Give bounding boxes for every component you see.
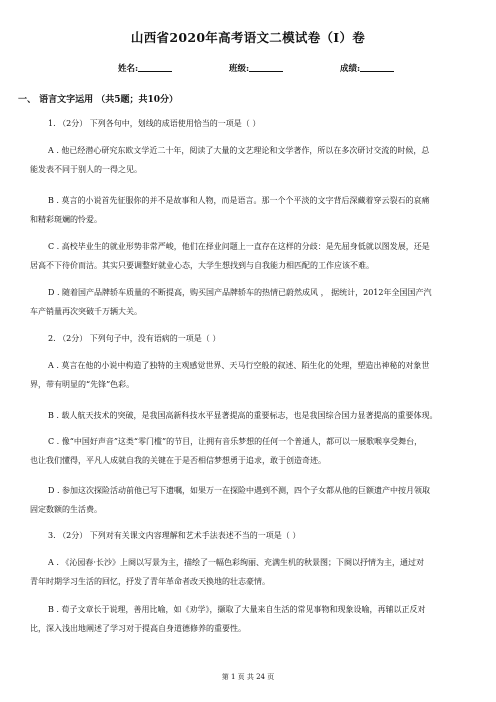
option-line: B . 荀子文章长于说理，善用比喻，如《劝学》，撷取了大量来自生活的常见事物和现象设喻，再辅以正反对 xyxy=(48,605,426,614)
option-line: 固定数额的生活费。 xyxy=(30,505,102,514)
option-line: 能发表不同于别人的一得之见。 xyxy=(30,165,142,174)
name-field xyxy=(118,62,172,74)
option-c xyxy=(30,432,470,470)
option-line: C . 像“中国好声音”这类“零门槛”的节目，让拥有音乐梦想的任何一个普通人，都可以一展歌喉享受舞台， xyxy=(48,437,423,446)
option-line: B . 莫言的小说首先征服你的并不是故事和人物，而是语言。那一个个平淡的文字背后深藏着穿云裂石的哀痛 xyxy=(48,196,430,205)
option-d xyxy=(30,283,470,321)
option-a xyxy=(30,356,470,394)
option-b xyxy=(30,191,470,229)
page-title: 山西省2020年高考语文二模试卷（I）卷 xyxy=(130,30,366,45)
option-b xyxy=(30,600,470,638)
option-line: 和精彩斑斓的怜爱。 xyxy=(30,215,102,224)
class-label: 班级: xyxy=(229,64,250,74)
option-line: B . 载人航天技术的突破，是我国高新科技水平显著提高的重要标志，也是我国综合国力显著提高的重要体现。 xyxy=(48,411,438,420)
option-line: A . 莫言在他的小说中构造了独特的主观感觉世界、天马行空般的叙述、陌生化的处理，塑造出神秘的对象世 xyxy=(48,361,430,370)
option-line: 也让我们懂得，平凡人成就自我的关键在于是否相信梦想勇于追求，敢于创造奇迹。 xyxy=(30,456,326,465)
option-a xyxy=(30,141,470,179)
option-d xyxy=(30,481,470,519)
option-c xyxy=(30,237,470,275)
option-line: A . 《沁园春·长沙》上阕以写景为主，描绘了一幅色彩绚丽、充满生机的秋景图；下阕以抒情为主，通过对 xyxy=(48,558,424,567)
name-label: 姓名: xyxy=(118,64,139,74)
class-blank xyxy=(249,62,283,72)
option-line: 比，深入浅出地阐述了学习对于提高自身道德修养的重要性。 xyxy=(30,624,246,633)
question-stem: 3. （2分） 下列对有关课文内容理解和艺术手法表述不当的一项是（ ） xyxy=(48,531,301,540)
score-blank xyxy=(360,62,394,72)
option-line: D . 随着国产品牌轿车质量的不断提高，购买国产品牌轿车的热情已蔚然成风 ， 据统计，2012年全国国产汽 xyxy=(48,288,432,297)
question-stem: 1. （2分） 下列各句中，划线的成语使用恰当的一项是（ ） xyxy=(48,119,261,128)
option-a xyxy=(30,553,470,591)
score-label: 成绩: xyxy=(340,64,361,74)
name-blank xyxy=(138,62,172,72)
option-line: D . 参加这次探险活动前他已写下遗嘱，如果万一在探险中遇到不测，四个子女都从他的巨额遗产中按月领取 xyxy=(48,486,431,495)
option-line: C . 高校毕业生的就业形势非常严峻，他们在择业问题上一直存在这样的分歧：是先屈身低就以图发展，还是 xyxy=(48,242,430,251)
class-field xyxy=(229,62,283,74)
section-heading: 一、 语言文字运用 （共5题；共10分） xyxy=(18,95,179,105)
question-stem: 2. （2分） 下列句子中，没有语病的一项是（ ） xyxy=(48,334,221,343)
option-line: 界，带有明显的“先锋”色彩。 xyxy=(30,380,135,389)
score-field xyxy=(340,62,394,74)
option-line: 青年时期学习生活的回忆，抒发了青年革命者改天换地的壮志豪情。 xyxy=(30,577,270,586)
option-line: A . 他已经潜心研究东欧文学近二十年，阅读了大量的文艺理论和文学著作，所以在多次研讨交流的时候，总 xyxy=(48,146,430,155)
page-footer: 第 1 页 共 24 页 xyxy=(221,673,275,681)
option-b xyxy=(30,406,470,425)
option-line: 车产销量再次突破千万辆大关。 xyxy=(30,307,142,316)
option-line: 居高不下待价而沽。其实只要调整好就业心态，大学生想找到与自我能力相匹配的工作应该不难。 xyxy=(30,261,374,270)
